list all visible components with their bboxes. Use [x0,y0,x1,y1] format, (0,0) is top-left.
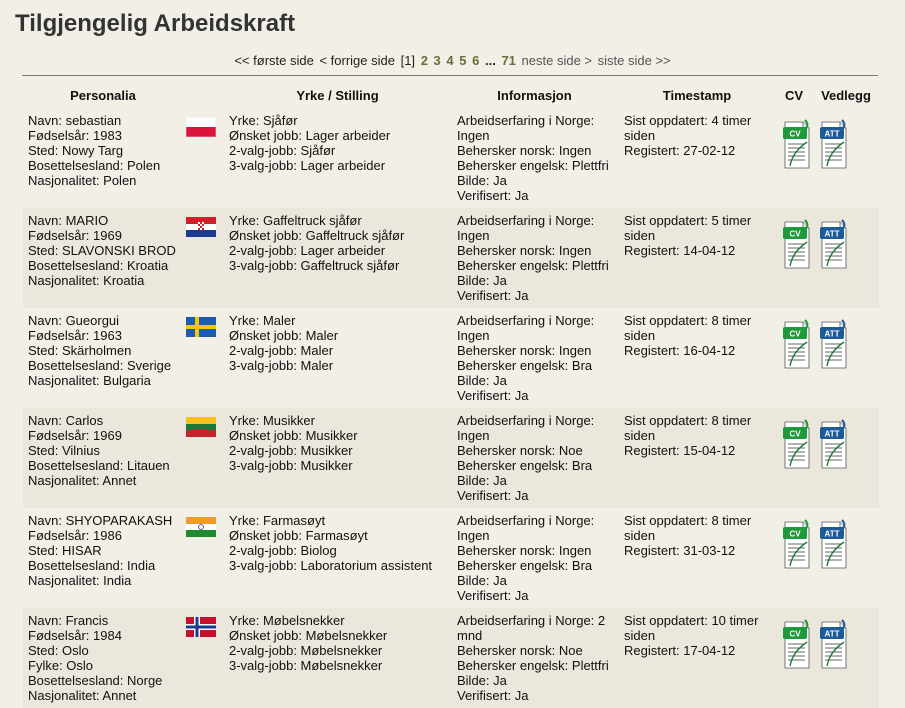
job-line: Ønsket jobb: Gaffeltruck sjåfør [229,228,405,243]
info-line: Verifisert: Ja [457,488,529,503]
info-line: Behersker engelsk: Bra [457,558,593,573]
header-divider [22,75,878,76]
cv-document-icon[interactable] [781,216,813,270]
timestamp-line: siden [624,328,656,343]
job-line: 2-valg-jobb: Maler [229,343,334,358]
job-line: Yrke: Sjåfør [229,113,298,128]
job-cell [225,508,450,608]
timestamp-cell [619,608,775,708]
cv-document-icon[interactable] [781,616,813,670]
info-line: Behersker norsk: Ingen [457,343,592,358]
info-cell [450,208,619,308]
svg-text:CV: CV [789,529,801,539]
info-line: Arbeidserfaring i Norge: [457,313,595,328]
cv-document-icon[interactable] [781,416,813,470]
info-line: Behersker norsk: Noe [457,643,583,658]
info-line: Verifisert: Ja [457,388,529,403]
attachment-document-icon[interactable] [818,416,850,470]
info-line: Behersker engelsk: Plettfri [457,658,609,673]
attachment-cell [813,308,879,408]
info-line: Ingen [457,128,490,143]
personalia-line: Bosettelsesland: Litauen [28,458,170,473]
job-cell [225,308,450,408]
personalia-line: Bosettelsesland: Norge [28,673,163,688]
job-line: 3-valg-jobb: Musikker [229,458,353,473]
info-line: Ingen [457,328,490,343]
flag-cell [183,308,225,408]
info-line: mnd [457,628,483,643]
info-line: Behersker engelsk: Bra [457,458,593,473]
job-line: 3-valg-jobb: Maler [229,358,334,373]
job-line: 3-valg-jobb: Gaffeltruck sjåfør [229,258,400,273]
info-line: Bilde: Ja [457,473,507,488]
sweden-flag-icon [186,317,216,337]
info-line: Arbeidserfaring i Norge: 2 [457,613,606,628]
svg-text:CV: CV [789,429,801,439]
table-row [23,208,879,308]
job-line: 2-valg-jobb: Lager arbeider [229,243,386,258]
pagination [0,53,905,68]
cv-document-icon[interactable] [781,516,813,570]
info-line: Behersker norsk: Noe [457,443,583,458]
cv-cell [775,508,813,608]
page-link-last[interactable]: 71 [501,53,516,68]
job-line: 2-valg-jobb: Møbelsnekker [229,643,383,658]
info-line: Arbeidserfaring i Norge: [457,513,595,528]
personalia-line: Bosettelsesland: Sverige [28,358,172,373]
svg-text:CV: CV [789,329,801,339]
attachment-cell [813,108,879,208]
job-line: 3-valg-jobb: Laboratorium assistent [229,558,433,573]
header-info: Informasjon [497,87,572,103]
current-page: [1] [400,53,416,68]
svg-text:ATT: ATT [824,429,840,439]
job-line: Yrke: Farmasøyt [229,513,326,528]
info-line: Bilde: Ja [457,573,507,588]
timestamp-line: Registert: 15-04-12 [624,443,736,458]
last-page-link[interactable]: siste side >> [597,53,671,68]
info-line: Behersker norsk: Ingen [457,243,592,258]
header-flag [183,82,225,108]
workers-table [23,82,879,708]
info-line: Behersker engelsk: Plettfri [457,158,609,173]
info-line: Bilde: Ja [457,173,507,188]
job-line: Yrke: Musikker [229,413,315,428]
personalia-line: Navn: SHYOPARAKASH [28,513,173,528]
india-flag-icon [186,517,216,537]
info-line: Arbeidserfaring i Norge: [457,413,595,428]
norway-flag-icon [186,617,216,637]
personalia-line: Bosettelsesland: Polen [28,158,161,173]
job-line: Ønsket jobb: Møbelsnekker [229,628,388,643]
personalia-line: Sted: Oslo [28,643,89,658]
cv-document-icon[interactable] [781,316,813,370]
pagination-ellipsis: ... [484,53,496,68]
timestamp-line: Sist oppdatert: 8 timer [624,413,752,428]
svg-text:ATT: ATT [824,529,840,539]
personalia-line: Nasjonalitet: Kroatia [28,273,145,288]
info-line: Arbeidserfaring i Norge: [457,213,595,228]
attachment-cell [813,608,879,708]
job-line: Yrke: Gaffeltruck sjåfør [229,213,362,228]
header-personalia: Personalia [70,87,136,103]
job-cell [225,208,450,308]
job-cell [225,608,450,708]
timestamp-line: siden [624,228,656,243]
timestamp-line: Sist oppdatert: 4 timer [624,113,752,128]
info-line: Ingen [457,228,490,243]
info-line: Behersker engelsk: Plettfri [457,258,609,273]
cv-cell [775,408,813,508]
personalia-line: Nasjonalitet: India [28,573,132,588]
svg-text:CV: CV [789,229,801,239]
lithuania-flag-icon [186,417,216,437]
personalia-line: Sted: Skärholmen [28,343,132,358]
personalia-cell [23,208,183,308]
attachment-cell [813,408,879,508]
header-attachment: Vedlegg [821,87,871,103]
info-line: Bilde: Ja [457,673,507,688]
personalia-cell [23,608,183,708]
info-line: Ingen [457,428,490,443]
table-row [23,308,879,408]
info-line: Bilde: Ja [457,373,507,388]
timestamp-cell [619,308,775,408]
personalia-line: Navn: Carlos [28,413,104,428]
attachment-document-icon[interactable] [818,616,850,670]
personalia-line: Sted: HISAR [28,543,102,558]
croatia-flag-icon [186,217,216,237]
personalia-line: Bosettelsesland: India [28,558,156,573]
job-line: 3-valg-jobb: Møbelsnekker [229,658,383,673]
header-timestamp: Timestamp [662,87,732,103]
job-line: Ønsket jobb: Musikker [229,428,358,443]
page-link-5[interactable]: 5 [459,53,467,68]
timestamp-cell [619,208,775,308]
table-row [23,108,879,208]
personalia-line: Navn: Gueorgui [28,313,120,328]
info-cell [450,108,619,208]
personalia-line: Sted: Vilnius [28,443,101,458]
info-cell [450,608,619,708]
table-header-row [23,82,879,108]
job-line: Yrke: Maler [229,313,296,328]
timestamp-line: Registert: 14-04-12 [624,243,736,258]
table-row [23,608,879,708]
info-cell [450,308,619,408]
attachment-document-icon[interactable] [818,116,850,170]
timestamp-cell [619,108,775,208]
timestamp-line: Sist oppdatert: 10 timer [624,613,759,628]
personalia-line: Fødselsår: 1983 [28,128,122,143]
timestamp-line: Sist oppdatert: 8 timer [624,313,752,328]
job-line: Ønsket jobb: Farmasøyt [229,528,368,543]
timestamp-line: Registert: 17-04-12 [624,643,736,658]
cv-document-icon[interactable] [781,116,813,170]
attachment-cell [813,208,879,308]
job-line: 2-valg-jobb: Sjåfør [229,143,336,158]
svg-text:CV: CV [789,129,801,139]
header-cv: CV [784,87,804,103]
flag-cell [183,508,225,608]
table-row [23,508,879,608]
page-link-2[interactable]: 2 [420,53,428,68]
timestamp-line: Registert: 31-03-12 [624,543,736,558]
job-line: Yrke: Møbelsnekker [229,613,345,628]
info-line: Verifisert: Ja [457,188,529,203]
personalia-cell [23,508,183,608]
timestamp-line: siden [624,528,656,543]
job-cell [225,108,450,208]
job-line: 2-valg-jobb: Musikker [229,443,353,458]
next-page-link[interactable]: neste side > [521,53,593,68]
timestamp-line: siden [624,128,656,143]
personalia-line: Fylke: Oslo [28,658,94,673]
personalia-line: Sted: SLAVONSKI BROD [28,243,176,258]
personalia-line: Nasjonalitet: Bulgaria [28,373,151,388]
svg-text:CV: CV [789,629,801,639]
info-line: Bilde: Ja [457,273,507,288]
personalia-line: Nasjonalitet: Annet [28,473,137,488]
table-row [23,408,879,508]
personalia-line: Navn: Francis [28,613,109,628]
personalia-line: Fødselsår: 1986 [28,528,122,543]
info-line: Behersker norsk: Ingen [457,543,592,558]
attachment-cell [813,508,879,608]
info-line: Behersker engelsk: Bra [457,358,593,373]
personalia-line: Sted: Nowy Targ [28,143,124,158]
cv-cell [775,608,813,708]
info-cell [450,408,619,508]
flag-cell [183,408,225,508]
svg-text:ATT: ATT [824,629,840,639]
timestamp-line: Registert: 16-04-12 [624,343,736,358]
page-title: Tilgjengelig Arbeidskraft [15,10,296,37]
flag-cell [183,108,225,208]
info-cell [450,508,619,608]
prev-page-link[interactable]: < forrige side [319,53,395,68]
header-job: Yrke / Stilling [296,87,379,103]
job-line: Ønsket jobb: Lager arbeider [229,128,391,143]
info-line: Verifisert: Ja [457,688,529,703]
personalia-line: Nasjonalitet: Polen [28,173,137,188]
cv-cell [775,208,813,308]
timestamp-line: siden [624,428,656,443]
page-link-6[interactable]: 6 [472,53,480,68]
attachment-document-icon[interactable] [818,316,850,370]
cv-cell [775,108,813,208]
personalia-line: Fødselsår: 1969 [28,228,122,243]
info-line: Verifisert: Ja [457,288,529,303]
personalia-line: Fødselsår: 1963 [28,328,122,343]
svg-text:ATT: ATT [824,129,840,139]
page-link-3[interactable]: 3 [433,53,441,68]
timestamp-cell [619,508,775,608]
personalia-cell [23,408,183,508]
timestamp-cell [619,408,775,508]
personalia-line: Navn: MARIO [28,213,109,228]
svg-text:ATT: ATT [824,329,840,339]
job-line: 2-valg-jobb: Biolog [229,543,337,558]
personalia-cell [23,308,183,408]
flag-cell [183,208,225,308]
info-line: Ingen [457,528,490,543]
timestamp-line: Registert: 27-02-12 [624,143,736,158]
svg-text:ATT: ATT [824,229,840,239]
first-page-link[interactable]: << første side [234,53,314,68]
personalia-line: Fødselsår: 1984 [28,628,122,643]
job-cell [225,408,450,508]
info-line: Arbeidserfaring i Norge: [457,113,595,128]
attachment-document-icon[interactable] [818,216,850,270]
timestamp-line: siden [624,628,656,643]
job-line: 3-valg-jobb: Lager arbeider [229,158,386,173]
timestamp-line: Sist oppdatert: 5 timer [624,213,752,228]
personalia-line: Navn: sebastian [28,113,122,128]
job-line: Ønsket jobb: Maler [229,328,339,343]
flag-cell [183,608,225,708]
page-link-4[interactable]: 4 [446,53,454,68]
personalia-line: Bosettelsesland: Kroatia [28,258,169,273]
personalia-line: Nasjonalitet: Annet [28,688,137,703]
personalia-line: Fødselsår: 1969 [28,428,122,443]
cv-cell [775,308,813,408]
poland-flag-icon [186,117,216,137]
info-line: Behersker norsk: Ingen [457,143,592,158]
attachment-document-icon[interactable] [818,516,850,570]
info-line: Verifisert: Ja [457,588,529,603]
personalia-cell [23,108,183,208]
timestamp-line: Sist oppdatert: 8 timer [624,513,752,528]
